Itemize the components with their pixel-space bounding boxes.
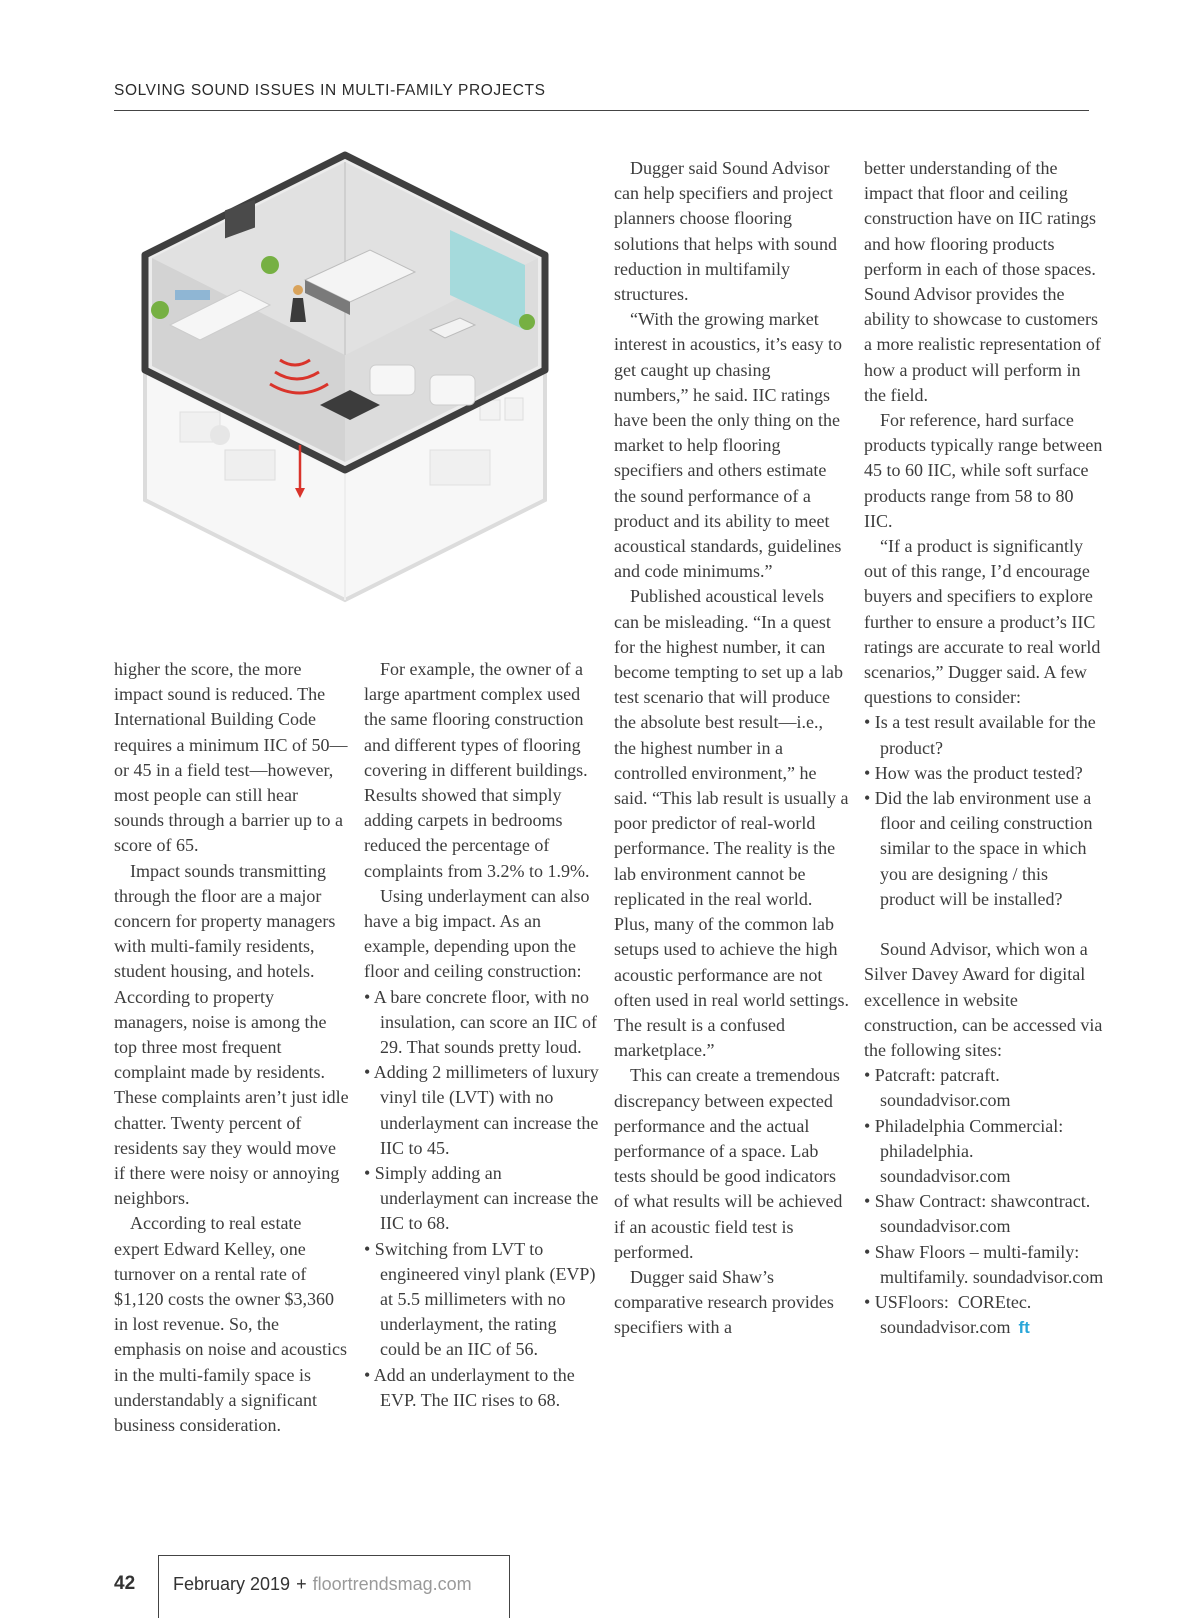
bullet-item: • How was the product tested? <box>864 762 1083 783</box>
paragraph: Sound Advisor, which won a Silver Davey Award for digital excellence in website construction, can be accessed via the following sites: <box>864 939 1103 1060</box>
bullet-item: • A bare concrete floor, with no insulation, can score an IIC of 29. That sounds pretty loud. <box>364 986 597 1058</box>
paragraph: better understanding of the impact that floor and ceiling construction have on IIC ratings and how flooring products perform in each of those spaces. Sound Advisor provides the ability to showcase to customers a more realistic representation of how a product will perform in the field. <box>864 158 1101 405</box>
bullet-item: • Shaw Floors – multi-family: multifamily. soundadvisor.com <box>864 1241 1104 1287</box>
page-number: 42 <box>114 1573 136 1594</box>
paragraph: Using underlayment can also have a big impact. As an example, depending upon the floor and ceiling construction: <box>364 885 590 982</box>
bullet-item: • Philadelphia Commercial: philadelphia. soundadvisor.com <box>864 1115 1064 1186</box>
bullet-item: • Switching from LVT to engineered vinyl plank (EVP) at 5.5 millimeters with no underlayment, the rating could be an IIC of 56. <box>364 1238 596 1360</box>
issue-date: February 2019 <box>173 1574 291 1594</box>
paragraph-gap <box>864 912 1104 937</box>
paragraph: Published acoustical levels can be misleading. “In a quest for the highest number, it can become tempting to set up a lab test scenario that will produce the absolute best result—i.e., the highest number in a controlled environment,” he said. “This lab result is usually a poor predictor of real-world performance. The reality is the lab environment cannot be replicated in the real world. Plus, many of the common lab setups used to achieve the high acoustic performance are not often used in real world settings. The result is a confused marketplace.” <box>614 586 849 1061</box>
paragraph: “If a product is significantly out of this range, I’d encourage buyers and specifiers to explore further to ensure a product’s IIC ratings are accurate to real world scenarios,” Dugger said. A few questions to consider: <box>864 536 1101 708</box>
paragraph: Dugger said Sound Advisor can help specifiers and project planners choose flooring solutions that helps with sound reduction in multifamily structures. <box>614 158 838 305</box>
section-title: SOLVING SOUND ISSUES IN MULTI-FAMILY PROJECTS <box>114 82 546 99</box>
paragraph: higher the score, the more impact sound is reduced. The International Building Code requires a minimum IIC of 50—or 45 in a field test—however, most people can still hear sounds through a barrier up to a score of 65. <box>114 659 348 856</box>
footer-separator: + <box>296 1574 307 1594</box>
bullet-item: • Did the lab environment use a floor and ceiling construction similar to the space in which you are designing / this product will be installed? <box>864 788 1093 909</box>
paragraph: For example, the owner of a large apartment complex used the same flooring construction and different types of flooring covering in different buildings. Results showed that simply adding carpets in bedrooms reduced the percentage of complaints from 3.2% to 1.9%. <box>364 659 590 881</box>
footer-text <box>173 1574 472 1595</box>
site-link[interactable]: floortrendsmag.com <box>312 1574 472 1594</box>
bullet-item: • Simply adding an underlayment can increase the IIC to 68. <box>364 1163 599 1234</box>
text-column-4 <box>864 156 1104 1340</box>
bullet-item: • Adding 2 millimeters of luxury vinyl tile (LVT) with no underlayment can increase the IIC to 45. <box>364 1062 599 1158</box>
text-column-2 <box>364 657 599 1413</box>
bullet-item: • Add an underlayment to the EVP. The IIC rises to 68. <box>364 1364 575 1410</box>
footer-box <box>158 1555 510 1618</box>
bullet-item: • Shaw Contract: shawcontract. soundadvisor.com <box>864 1191 1091 1237</box>
bullet-item: • Patcraft: patcraft. soundadvisor.com <box>864 1065 1011 1111</box>
paragraph: This can create a tremendous discrepancy between expected performance and the actual performance of a space. Lab tests should be good indicators of what results will be achieved if an acoustic field test is performed. <box>614 1065 843 1262</box>
paragraph: Impact sounds transmitting through the floor are a major concern for property managers with multi-family residents, student housing, and hotels. According to property managers, noise is among the top three most frequent complaint made by residents. These complaints aren’t just idle chatter. Twenty percent of residents say they would move if there were noisy or annoying neighbors. <box>114 860 349 1209</box>
page-footer <box>114 1555 514 1613</box>
paragraph: Dugger said Shaw’s comparative research provides specifiers with a <box>614 1266 834 1338</box>
text-column-3 <box>614 156 849 1341</box>
text-column-1 <box>114 657 349 1438</box>
end-mark-icon: ft <box>1018 1318 1030 1338</box>
apartment-cutaway-illustration <box>130 150 580 630</box>
running-header <box>114 82 1089 111</box>
bullet-item: • USFloors: COREtec. soundadvisor.com ft <box>864 1291 1032 1338</box>
bullet-item: • Is a test result available for the product? <box>864 712 1096 758</box>
paragraph: For reference, hard surface products typically range between 45 to 60 IIC, while soft surface products range from 58 to 80 IIC. <box>864 410 1103 531</box>
paragraph: According to real estate expert Edward Kelley, one turnover on a rental rate of $1,120 costs the owner $3,360 in lost revenue. So, the emphasis on noise and acoustics in the multi-family space is understandably a significant business consideration. <box>114 1213 347 1436</box>
paragraph: “With the growing market interest in acoustics, it’s easy to get caught up chasing numbers,” he said. IIC ratings have been the only thing on the market to help flooring specifiers and others estimate the sound performance of a product and its ability to meet acoustical standards, guidelines and code minimums.” <box>614 309 842 582</box>
